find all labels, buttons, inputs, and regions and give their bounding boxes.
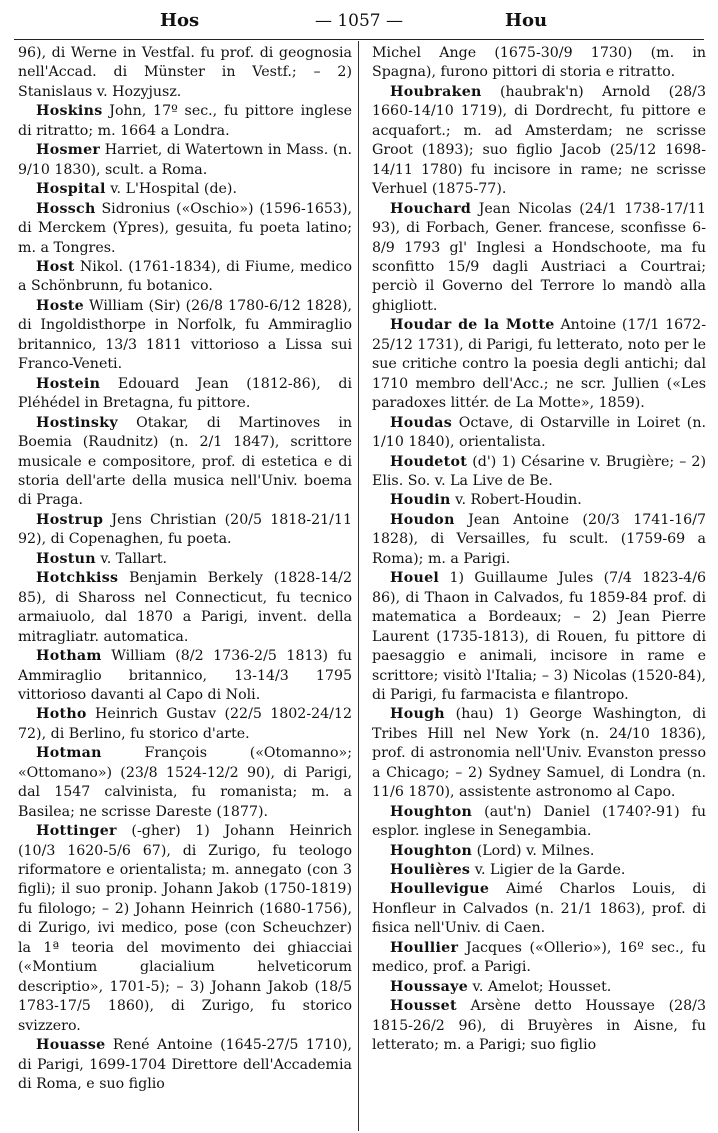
dictionary-entry xyxy=(372,803,706,842)
entry-headword: Hoskins xyxy=(36,103,103,120)
entry-text: v. Ligier de la Garde. xyxy=(474,862,626,879)
entry-text: 96), di Werne in Vestfal. fu prof. di geognosia nell'Accad. di Münster in Vestf.; – 2) Stanislaus v. Hozyjusz. xyxy=(18,45,352,100)
entry-headword: Hostun xyxy=(36,550,96,567)
entry-headword: Hoste xyxy=(36,297,84,314)
entry-headword: Housset xyxy=(390,998,457,1015)
left-column xyxy=(18,44,352,1094)
entry-text: Jens Christian (20/5 1818-21/11 92), di Copenaghen, fu poeta. xyxy=(18,511,352,548)
entry-text: François («Otomanno»; «Ottomano») (23/8 1524-12/2 90), di Parigi, dal 1547 calvinista, fu romanista; m. a Basilea; ne scrisse Dareste (1877). xyxy=(18,745,352,820)
entry-text: (hau) 1) George Washington, di Tribes Hill nel New York (n. 24/10 1836), prof. di astronomia nell'Univ. Evanston presso a Chicago; – 2) Sydney Samuel, di Londra (n. 11/6 1870), assistente astronomo al Capo. xyxy=(372,706,706,801)
entry-headword: Houssaye xyxy=(390,978,469,995)
dictionary-entry xyxy=(372,880,706,938)
entry-headword: Hostein xyxy=(36,375,101,392)
dictionary-entry xyxy=(372,569,706,705)
entry-headword: Hostrup xyxy=(36,511,104,528)
header-rule xyxy=(14,39,704,40)
entry-headword: Houghton xyxy=(390,803,473,820)
dictionary-entry xyxy=(372,44,706,83)
entry-headword: Houel xyxy=(390,570,440,587)
dictionary-entry xyxy=(372,453,706,492)
entry-text: v. Tallart. xyxy=(100,550,168,567)
entry-text: Michel Ange (1675-30/9 1730) (m. in Spagna), furono pittori di storia e ritratto. xyxy=(372,45,706,81)
entry-text: Otakar, di Martinoves in Boemia (Raudnitz) (n. 2/1 1847), scrittore musicale e compositore, prof. di estetica e di storia dell'arte della musica nell'Univ. boema di Praga. xyxy=(18,414,352,509)
entry-text: (haubrak'n) Arnold (28/3 1660-14/10 1719), di Dordrecht, fu pittore e acquafort.; m. ad Amsterdam; ne scrisse Groot (1893); suo figlio Jacob (25/12 1698-14/11 1780) fu incisore in rame; ne scrisse Verhuel (1875-77). xyxy=(372,83,706,198)
entry-headword: Houghton xyxy=(390,842,473,859)
entry-text: Nikol. (1761-1834), di Fiume, medico a Schönbrunn, fu botanico. xyxy=(18,258,353,295)
entry-text: Heinrich Gustav (22/5 1802-24/12 72), di Berlino, fu storico d'arte. xyxy=(18,706,353,742)
entry-headword: Hotham xyxy=(36,648,102,665)
dictionary-entry xyxy=(18,822,352,1036)
entry-text: v. Amelot; Housset. xyxy=(472,978,612,995)
entry-headword: Houbraken xyxy=(390,83,482,100)
entry-text: Jean Nicolas (24/1 1738-17/11 93), di Forbach, Gener. francese, sconfisse 6-8/9 1793 gl' Inglesi a Hondschoote, ma fu sconfitto 15/9 dagli Austriaci a Courtrai; perciò il Governo del Terrore lo mandò alla ghigliott. xyxy=(372,200,706,314)
entry-text: v. L'Hospital (de). xyxy=(110,181,237,198)
dictionary-entry xyxy=(18,102,352,141)
dictionary-entry xyxy=(18,511,352,550)
entry-headword: Hotman xyxy=(36,745,102,762)
dictionary-entry xyxy=(372,978,706,997)
dictionary-entry xyxy=(18,1036,352,1094)
entry-text: (d') 1) Césarine v. Brugière; – 2) Elis. So. v. La Live de Be. xyxy=(372,453,706,489)
dictionary-entry xyxy=(18,44,352,102)
entry-text: Jacques («Ollerio»), 16º sec., fu medico, prof. a Parigi. xyxy=(372,939,707,976)
dictionary-entry xyxy=(18,297,352,375)
dictionary-entry xyxy=(372,939,706,978)
dictionary-entry xyxy=(18,705,352,744)
entry-text: (aut'n) Daniel (1740?-91) fu esplor. inglese in Senegambia. xyxy=(372,803,706,840)
dictionary-entry xyxy=(18,180,352,199)
column-divider xyxy=(358,41,359,1131)
entry-text: René Antoine (1645-27/5 1710), di Parigi, 1699-1704 Direttore dell'Accademia di Roma, e suo figlio xyxy=(18,1037,352,1093)
entry-headword: Hossch xyxy=(36,200,96,217)
header-left-guideword: Hos xyxy=(160,10,200,31)
dictionary-entry xyxy=(372,511,706,569)
entry-headword: Houdar de la Motte xyxy=(390,317,555,334)
entry-text: William (Sir) (26/8 1780-6/12 1828), di Ingoldisthorpe in Norfolk, fu Ammiraglio britannico, 13/3 1811 vittorioso a Lissa sui Franco-Veneti. xyxy=(18,297,352,373)
entry-headword: Hough xyxy=(390,706,445,723)
dictionary-entry xyxy=(18,744,352,822)
dictionary-entry xyxy=(18,569,352,647)
entry-text: John, 17º sec., fu pittore inglese di ritratto; m. 1664 a Londra. xyxy=(18,103,352,139)
entry-headword: Host xyxy=(36,258,75,275)
dictionary-entry xyxy=(372,861,706,880)
entry-headword: Hotho xyxy=(36,706,87,723)
entry-text: 1) Guillaume Jules (7/4 1823-4/6 86), di Thaon in Calvados, fu 1859-84 prof. di matematica a Bordeaux; – 2) Jean Pierre Laurent (1735-1813), di Rouen, fu pittore di paesaggio e animali, incisore in rame e scrittore; visitò l'Italia; – 3) Nicolas (1520-84), di Parigi, fu farmacista e filantropo. xyxy=(372,570,706,703)
entry-headword: Hottinger xyxy=(36,823,117,840)
dictionary-entry xyxy=(18,141,352,180)
entry-text: v. Robert-Houdin. xyxy=(455,492,582,509)
dictionary-entry xyxy=(372,842,706,861)
entry-text: Jean Antoine (20/3 1741-16/7 1828), di Versailles, fu scult. (1759-69 a Roma); m. a Parigi. xyxy=(372,511,707,567)
page-header xyxy=(0,10,718,38)
entry-headword: Houllevigue xyxy=(390,881,490,898)
dictionary-entry xyxy=(18,375,352,414)
entry-headword: Hospital xyxy=(36,181,106,198)
dictionary-entry xyxy=(18,258,352,297)
entry-text: Benjamin Berkely (1828-14/2 85), di Shaross nel Connecticut, fu tecnico armaiuolo, dal 1870 a Parigi, invent. della mitragliatr. automatica. xyxy=(18,570,352,645)
entry-headword: Hosmer xyxy=(36,142,101,159)
dictionary-entry xyxy=(372,316,706,413)
entry-text: (Lord) v. Milnes. xyxy=(476,842,595,859)
dictionary-entry xyxy=(372,200,706,317)
entry-headword: Houasse xyxy=(36,1037,106,1054)
entry-text: Harriet, di Watertown in Mass. (n. 9/10 1830), scult. a Roma. xyxy=(18,142,352,178)
entry-text: Octave, di Ostarville in Loiret (n. 1/10 1840), orientalista. xyxy=(372,414,706,451)
entry-headword: Houdas xyxy=(390,414,453,431)
entry-headword: Houlières xyxy=(390,862,471,879)
entry-text: Arsène detto Houssaye (28/3 1815-26/2 96), di Bruyères in Aisne, fu letterato; m. a Parigi; suo figlio xyxy=(372,998,706,1054)
entry-headword: Hotchkiss xyxy=(36,570,119,587)
entry-headword: Houchard xyxy=(390,200,472,217)
dictionary-entry xyxy=(18,647,352,705)
dictionary-entry xyxy=(18,200,352,258)
dictionary-entry xyxy=(372,997,706,1055)
dictionary-entry xyxy=(372,83,706,200)
entry-headword: Houdon xyxy=(390,511,455,528)
dictionary-entry xyxy=(372,414,706,453)
entry-headword: Houdin xyxy=(390,492,451,509)
dictionary-entry xyxy=(372,705,706,802)
entry-text: (-gher) 1) Johann Heinrich (10/3 1620-5/6 67), di Zurigo, fu teologo riformatore e orientalista; m. annegato (con 3 figli); il suo pronip. Johann Jakob (1750-1819) fu filologo; – 2) Johann Heinrich (1680-1756), di Zurigo, ivi medico, pose (con Scheuchzer) la 1ª teoria del movimento dei ghiacciai («Montium glacialium helveticorum descriptio», 1701-5); – 3) Johann Jakob (18/5 1783-17/5 1860), di Zurigo, fu storico svizzero. xyxy=(18,823,352,1034)
page-number: — 1057 — xyxy=(314,11,404,31)
dictionary-entry xyxy=(18,414,352,511)
entry-text: Aimé Charlos Louis, di Honfleur in Calvados (n. 21/1 1863), prof. di fisica nell'Univ. di Caen. xyxy=(372,881,706,937)
header-right-guideword: Hou xyxy=(505,10,548,31)
entry-text: Antoine (17/1 1672-25/12 1731), di Parigi, fu letterato, noto per le sue critiche contro la poesia degli antichi; dal 1710 membro dell'Acc.; ne scr. Jullien («Les paradoxes littér. de La Motte», 1859). xyxy=(372,317,706,412)
right-column xyxy=(372,44,706,1056)
dictionary-entry xyxy=(18,550,352,569)
dictionary-entry xyxy=(372,491,706,510)
entry-text: Edouard Jean (1812-86), di Pléhédel in Bretagna, fu pittore. xyxy=(18,375,352,412)
entry-text: Sidronius («Oschio») (1596-1653), di Merckem (Ypres), gesuita, fu poeta latino; m. a Tongres. xyxy=(18,200,352,256)
entry-headword: Houllier xyxy=(390,939,459,956)
entry-headword: Hostinsky xyxy=(36,414,118,431)
entry-text: William (8/2 1736-2/5 1813) fu Ammiraglio britannico, 13-14/3 1795 vittorioso davanti al Capo di Noli. xyxy=(18,648,352,703)
entry-headword: Houdetot xyxy=(390,453,468,470)
